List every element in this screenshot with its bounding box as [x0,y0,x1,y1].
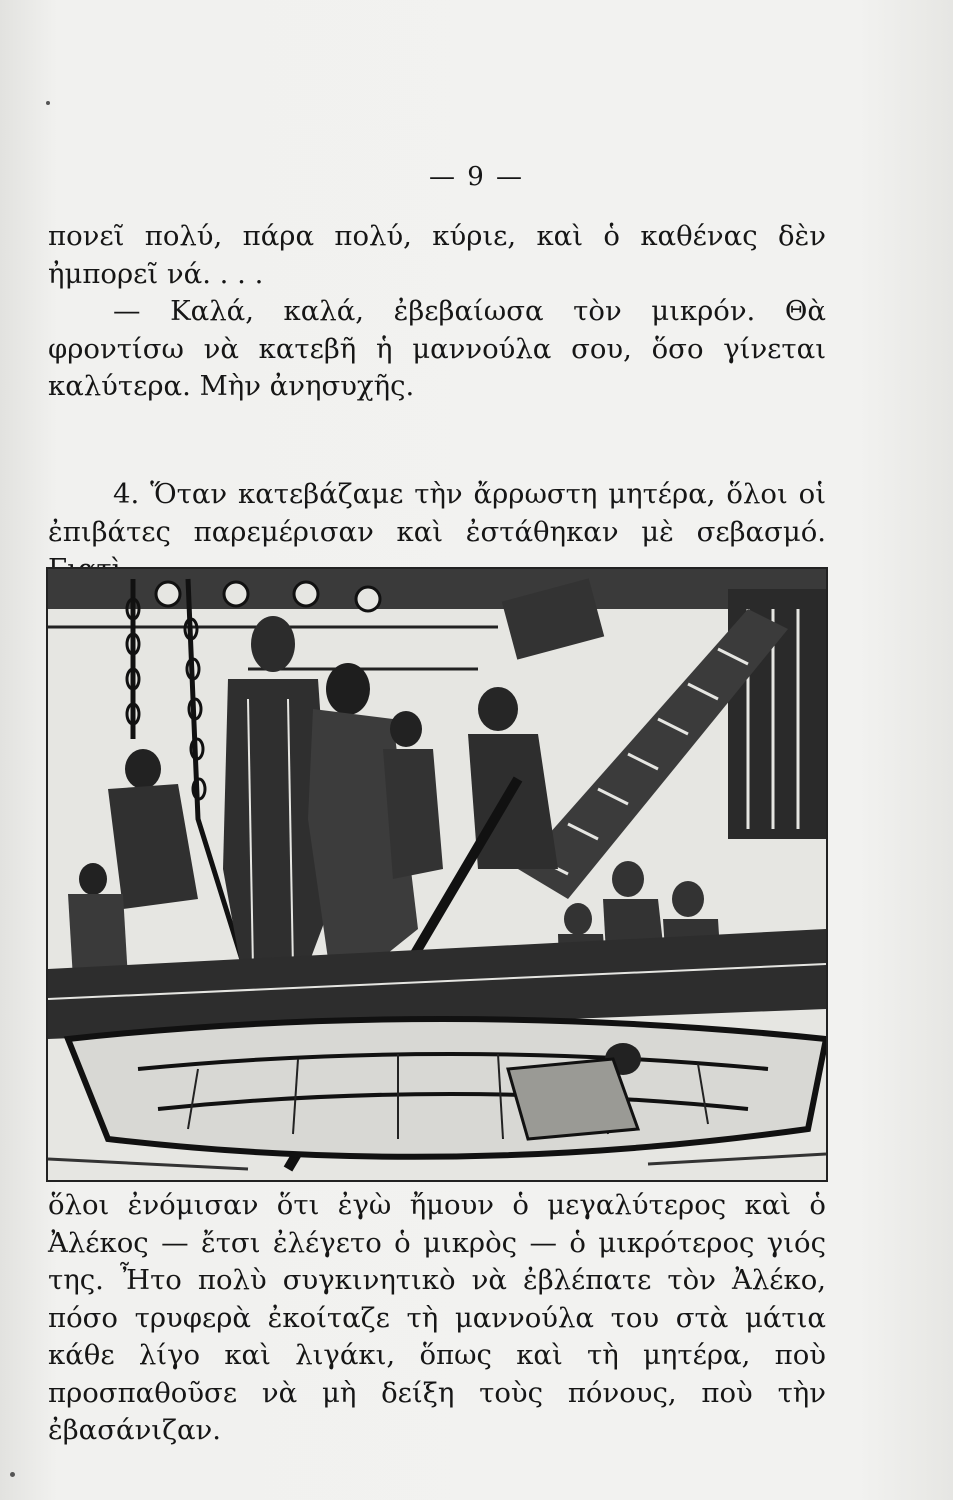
text-block-top [48,218,826,406]
paragraph-dialogue: — Καλά, καλά, ἐβεβαίωσα τὸν μικρόν. Θὰ φροντίσω νὰ κατεβῆ ἡ μαννούλα σου, ὅσο γίνεται καλύτερα. Μὴν ἀνησυχῆς. [48,295,826,402]
speck [10,1472,15,1477]
speck [46,101,50,105]
page-number: — 9 — [428,162,525,192]
illustration-woodcut [46,567,828,1182]
illustration-ship-disembarking [48,569,826,1180]
paragraph: πονεῖ πολύ, πάρα πολύ, κύριε, καὶ ὁ καθένας δὲν ἠμπορεῖ νά. . . . [48,220,826,290]
text-block-bottom [48,1187,826,1450]
paragraph-section-4: 4. Ὅταν κατεβάζαμε τὴν ἄρρωστη μητέρα, ὅλοι οἱ ἐπιβάτες παρεμέρισαν καὶ ἐστάθηκαν μὲ σεβασμό. [48,478,826,548]
paragraph: ὅλοι ἐνόμισαν ὅτι ἐγὼ ἤμουν ὁ μεγαλύτερος καὶ ὁ Ἀλέκος — ἔτσι ἐλέγετο ὁ μικρὸς — ὁ μικρότερος γιός της. Ἦτο πολὺ συγκινητικὸ νὰ ἐβλέπατε τὸν Ἀλέκο, πόσο τρυφερὰ ἐκοίταζε τὴ μαννούλα του στὰ μάτια κάθε λίγο καὶ λιγάκι, ὅπως καὶ τὴ μητέρα, ποὺ προσπαθοῦσε νὰ μὴ δείξη τοὺς πόνους, ποὺ τὴν ἐβασάνιζαν. [48,1189,826,1446]
